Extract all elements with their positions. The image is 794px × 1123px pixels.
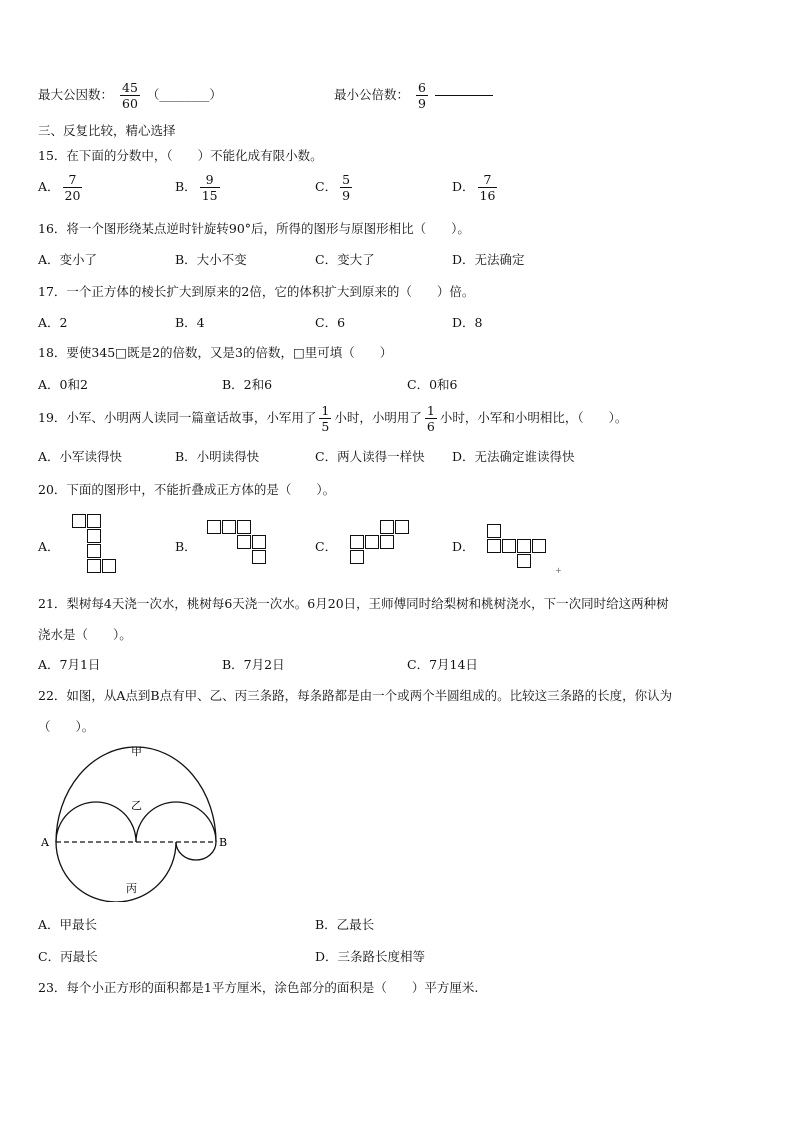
q16-option-a[interactable]: A．变小了: [38, 252, 98, 267]
cube-net-b: [207, 520, 269, 566]
q17-option-a[interactable]: A．2: [38, 315, 68, 330]
q19-fraction-1: $\frac{1}{5}$: [321, 403, 330, 434]
q22-stem-line2: （ ）。: [38, 719, 95, 734]
q19-option-a[interactable]: A．小军读得快: [38, 449, 123, 464]
q19-option-d[interactable]: D．无法确定谁读得快: [452, 449, 575, 464]
q20-stem: 20．下面的图形中，不能折叠成正方体的是（ ）。: [38, 482, 336, 497]
q21-stem-line1: 21．梨树每4天浇一次水，桃树每6天浇一次水。6月20日，王师傅同时给梨树和桃树浇水，下一次同时给这两种树: [38, 596, 669, 611]
q17-stem: 17．一个正方体的棱长扩大到原来的2倍，它的体积扩大到原来的（ ）倍。: [38, 284, 475, 299]
q17-option-d[interactable]: D．8: [452, 315, 483, 330]
q15-option-d[interactable]: D． $\frac{7}{16}$: [452, 172, 496, 203]
gcd-answer-blank[interactable]: （________）: [146, 87, 222, 102]
q22-stem-line1: 22．如图，从A点到B点有甲、乙、丙三条路，每条路都是由一个或两个半圆组成的。比较这三条路的长度，你认为: [38, 688, 673, 703]
gcd-label: 最大公因数：: [38, 87, 114, 102]
cube-net-a: [72, 514, 118, 574]
q15-option-a[interactable]: A． $\frac{7}{20}$: [38, 172, 81, 203]
label-b: B: [219, 836, 228, 849]
q17-option-b[interactable]: B．4: [175, 315, 205, 330]
q20-option-a[interactable]: A．: [38, 539, 60, 554]
lcm-fraction: $\frac{6}{9}$: [418, 80, 426, 111]
q16-option-d[interactable]: D．无法确定: [452, 252, 525, 267]
cube-net-c: [350, 520, 412, 566]
semicircle-paths-figure: [36, 742, 236, 902]
q15-option-b[interactable]: B． $\frac{9}{15}$: [175, 172, 218, 203]
lcm-line: [334, 80, 493, 111]
q22-option-d[interactable]: D．三条路长度相等: [315, 949, 426, 964]
q20-option-d[interactable]: D．: [452, 539, 475, 554]
lcm-label: 最小公倍数：: [334, 87, 410, 102]
q19-fraction-2: $\frac{1}{6}$: [426, 403, 435, 434]
q18-stem: 18．要使345□既是2的倍数，又是3的倍数，□里可填（ ）: [38, 345, 393, 360]
q20-option-c[interactable]: C．: [315, 539, 338, 554]
gcd-fraction: $\frac{45}{60}$: [122, 80, 138, 111]
section-title: 三、反复比较，精心选择: [38, 123, 176, 138]
q15-stem: 15．在下面的分数中，（ ）不能化成有限小数。: [38, 148, 323, 163]
q22-option-c[interactable]: C．丙最长: [38, 949, 98, 964]
q21-option-c[interactable]: C．7月14日: [407, 657, 478, 672]
cube-net-d: [487, 524, 549, 570]
cursor-mark-icon: +: [555, 566, 562, 575]
label-yi: 乙: [131, 799, 142, 812]
label-jia: 甲: [131, 745, 142, 758]
q15-option-c[interactable]: C． $\frac{5}{9}$: [315, 172, 351, 203]
label-a: A: [41, 836, 49, 849]
q22-option-b[interactable]: B．乙最长: [315, 917, 375, 932]
gcd-line: [38, 80, 222, 111]
q18-option-c[interactable]: C．0和6: [407, 377, 458, 392]
q19-option-b[interactable]: B．小明读得快: [175, 449, 260, 464]
q21-option-b[interactable]: B．7月2日: [222, 657, 285, 672]
lcm-answer-blank[interactable]: [435, 95, 493, 96]
q22-option-a[interactable]: A．甲最长: [38, 917, 98, 932]
q17-option-c[interactable]: C．6: [315, 315, 346, 330]
q19-stem: 19．小军、小明两人读同一篇童话故事，小军用了 $\frac{1}{5}$ 小时，小明用了 $\frac{1}{6}$ 小时，小军和小明相比，（ ）。: [38, 403, 628, 434]
q21-stem-line2: 浇水是（ ）。: [38, 627, 132, 642]
q16-option-b[interactable]: B．大小不变: [175, 252, 247, 267]
q21-option-a[interactable]: A．7月1日: [38, 657, 101, 672]
q18-option-b[interactable]: B．2和6: [222, 377, 273, 392]
label-bing: 丙: [126, 882, 137, 895]
q20-option-b[interactable]: B．: [175, 539, 197, 554]
q23-stem: 23．每个小正方形的面积都是1平方厘米，涂色部分的面积是（ ）平方厘米.: [38, 980, 479, 995]
q16-option-c[interactable]: C．变大了: [315, 252, 375, 267]
q18-option-a[interactable]: A．0和2: [38, 377, 88, 392]
q19-option-c[interactable]: C．两人读得一样快: [315, 449, 425, 464]
q16-stem: 16．将一个图形绕某点逆时针旋转90°后，所得的图形与原图形相比（ ）。: [38, 221, 470, 236]
